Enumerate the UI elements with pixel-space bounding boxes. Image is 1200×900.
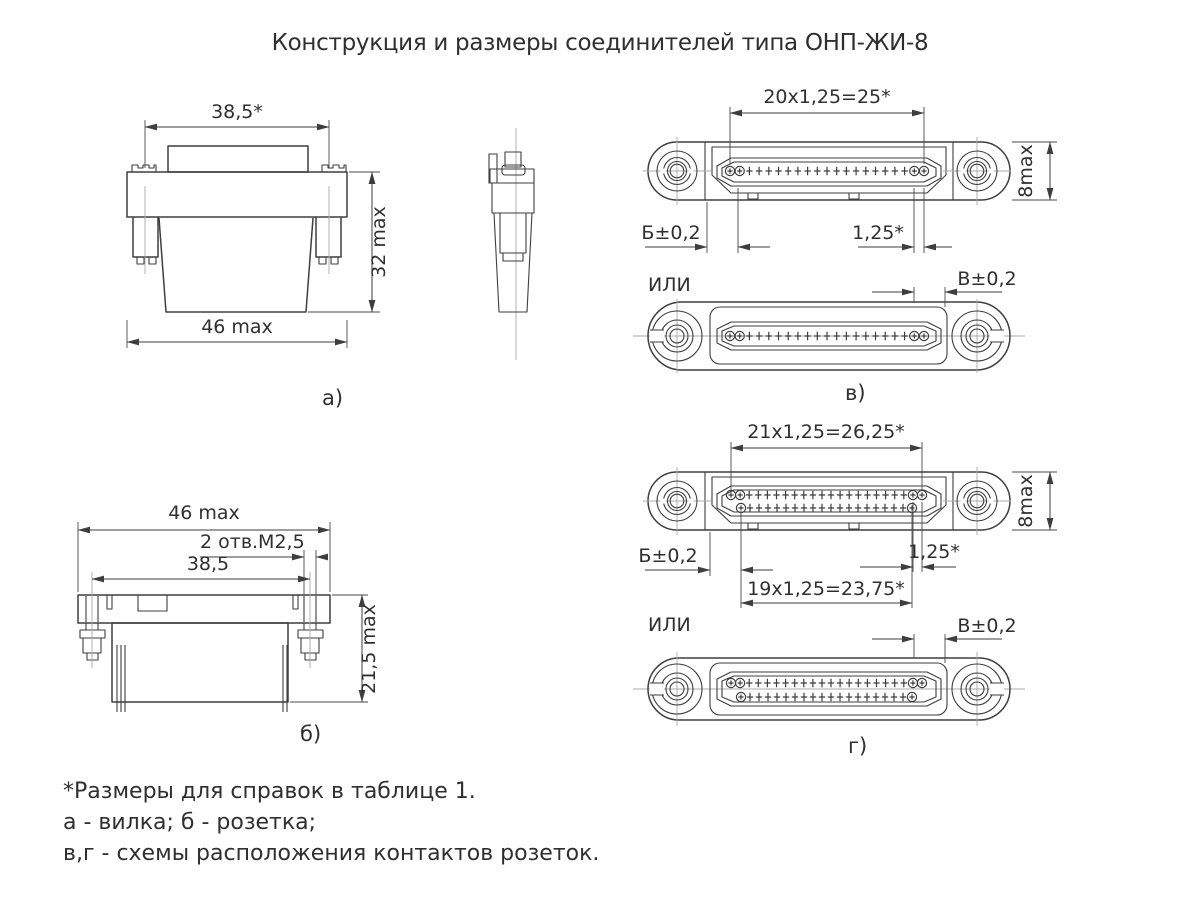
view-g2-dimensions (872, 615, 1017, 663)
contact-row-top (726, 490, 926, 499)
dim-38-5: 38,5* (211, 101, 263, 123)
mount-ear-left (643, 137, 711, 205)
view-g-face-2 (633, 614, 1025, 758)
footnotes (63, 776, 599, 869)
view-v-face-2 (633, 268, 1025, 405)
dim-8max-v: 8max (1015, 144, 1037, 198)
dim-20x125: 20х1,25=25* (763, 86, 891, 108)
view-b-label: б) (300, 722, 322, 746)
view-a-label: а) (322, 386, 344, 410)
dim-19x125: 19х1,25=23,75* (747, 578, 905, 600)
contact-row (725, 166, 928, 175)
dim-46-max-b: 46 max (168, 502, 240, 524)
page-title: Конструкция и размеры соединителей типа ОНП-ЖИ-8 (271, 30, 929, 56)
dim-b-v: Б±0,2 (641, 222, 701, 244)
dim-38-5-b: 38,5 (186, 553, 230, 575)
view-v-face-1 (641, 86, 1057, 253)
socket-body-outline (78, 595, 330, 712)
view-b-dimensions (78, 502, 380, 702)
view-v2-dimensions (872, 268, 1017, 307)
dim-pitch-v: 1,25* (852, 222, 904, 244)
dim-v-v: В±0,2 (957, 268, 1017, 290)
dim-46-max: 46 max (201, 316, 273, 338)
view-side-profile (489, 128, 534, 360)
dim-2-holes-m25: 2 отв.М2,5 (200, 531, 305, 553)
view-a-plug-front (127, 101, 390, 410)
dim-b-g: Б±0,2 (638, 545, 698, 567)
jack-screw-right (298, 623, 323, 660)
view-b-socket-side (78, 502, 380, 746)
plug-centerlines (145, 186, 329, 274)
view-g-label: г) (848, 734, 868, 758)
view-g-face-1 (638, 421, 1057, 608)
side-profile-outline (489, 152, 534, 312)
or-label-g: ИЛИ (648, 614, 691, 636)
footnote-views-ab: а - вилка; б - розетка; (63, 810, 317, 835)
contact-row-top (726, 678, 926, 687)
dim-pitch-g: 1,25* (908, 541, 960, 563)
plug-body-outline (127, 146, 347, 312)
mount-ear-left (643, 467, 711, 535)
footnote-reference: *Размеры для справок в таблице 1. (63, 779, 476, 804)
dim-21x125: 21х1,25=26,25* (747, 421, 905, 443)
jack-screw-left (80, 623, 105, 660)
or-label-v: ИЛИ (648, 274, 691, 296)
view-g1-dimensions (638, 421, 1057, 608)
view-v-label: в) (845, 381, 866, 405)
dim-8max-g: 8max (1015, 474, 1037, 528)
dim-21-5-max: 21,5 max (358, 604, 380, 694)
footnote-views-vg: в,г - схемы расположения контактов розеток. (63, 841, 600, 866)
contact-row-bottom (736, 503, 916, 512)
dim-32-max: 32 max (368, 206, 390, 278)
contact-row-bottom (736, 692, 916, 701)
view-v1-dimensions (641, 86, 1057, 253)
dim-v-g: В±0,2 (957, 615, 1017, 637)
